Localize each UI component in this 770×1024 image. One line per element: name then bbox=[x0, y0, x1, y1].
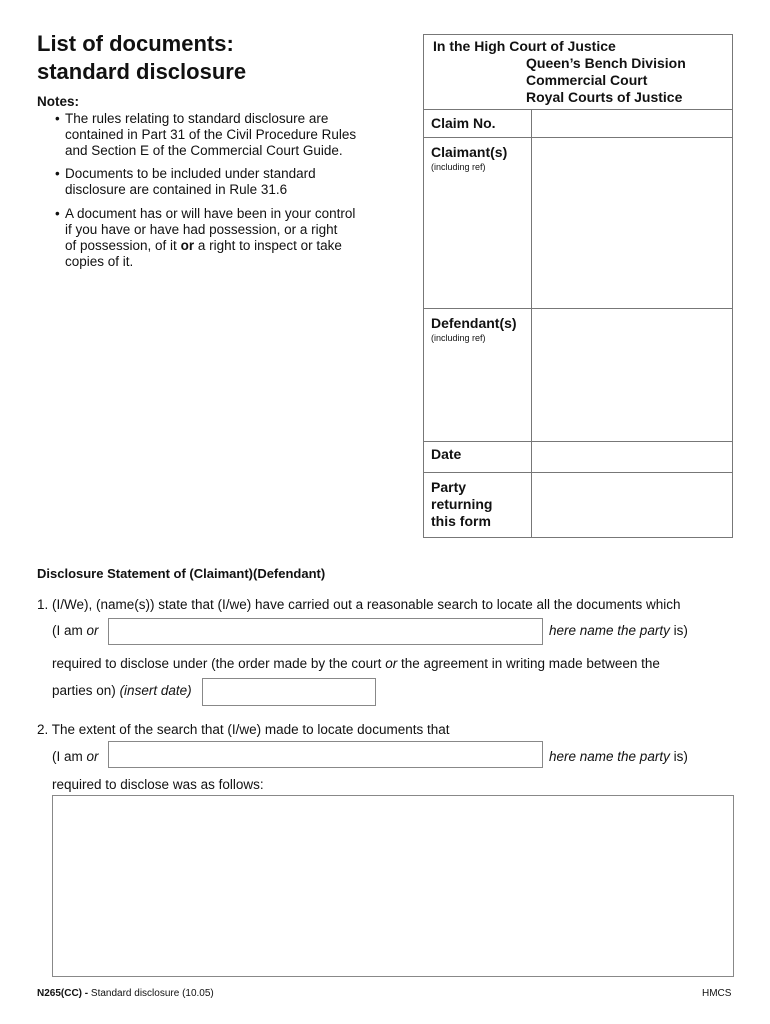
claim-no-label: Claim No. bbox=[431, 115, 496, 131]
claimants-label: Claimant(s) bbox=[431, 144, 508, 160]
claimants-sublabel: (including ref) bbox=[431, 162, 486, 172]
page-title bbox=[37, 30, 246, 86]
i-am-or-label-1: (I am or bbox=[52, 623, 99, 638]
title-line-2: standard disclosure bbox=[37, 59, 247, 84]
title-line-1: List of documents: bbox=[37, 31, 234, 56]
bullet: • bbox=[55, 166, 60, 181]
party-name-input-2[interactable] bbox=[108, 741, 543, 768]
statement-heading: Disclosure Statement of (Claimant)(Defendant) bbox=[37, 566, 326, 581]
party-name-input-1[interactable] bbox=[108, 618, 543, 645]
bullet: • bbox=[55, 111, 60, 126]
court-info-table bbox=[423, 34, 733, 538]
date-label: Date bbox=[431, 446, 462, 462]
defendants-sublabel: (including ref) bbox=[431, 333, 486, 343]
claim-no-field[interactable] bbox=[531, 109, 732, 137]
statement-1-line-4: parties on) (insert date) bbox=[52, 683, 192, 698]
notes-heading: Notes: bbox=[37, 94, 80, 109]
here-name-party-label-1: here name the party is) bbox=[549, 623, 688, 638]
court-division: Queen’s Bench Division bbox=[526, 55, 686, 71]
claimants-row bbox=[424, 138, 732, 309]
i-am-or-label-2: (I am or bbox=[52, 749, 99, 764]
or-emphasis: or bbox=[180, 238, 195, 253]
court-header bbox=[424, 35, 732, 110]
claimants-field[interactable] bbox=[531, 138, 732, 308]
party-returning-field[interactable] bbox=[531, 473, 732, 538]
search-extent-textarea[interactable] bbox=[52, 795, 734, 977]
claim-no-row bbox=[424, 109, 732, 138]
footer-org: HMCS bbox=[702, 988, 732, 999]
footer-form-id: N265(CC) - Standard disclosure (10.05) bbox=[37, 988, 214, 999]
date-field[interactable] bbox=[531, 442, 732, 472]
statement-1-line-3: required to disclose under (the order made by the court or the agreement in writing made between the bbox=[52, 656, 660, 671]
date-row bbox=[424, 442, 732, 473]
statement-1-text: 1. (I/We), (name(s)) state that (I/we) have carried out a reasonable search to locate all the documents which bbox=[37, 597, 681, 612]
note-item-2: • Documents to be included under standard disclosure are contained in Rule 31.6 bbox=[55, 166, 316, 197]
court-subdivision: Commercial Court bbox=[526, 72, 648, 88]
note-item-3: • A document has or will have been in your control if you have or have had possession, or a right of possession, of it or a right to inspect or take copies of it. bbox=[55, 206, 356, 269]
insert-date-input[interactable] bbox=[202, 678, 376, 706]
defendants-row bbox=[424, 309, 732, 442]
bullet: • bbox=[55, 206, 60, 221]
party-returning-label: Party returning this form bbox=[431, 479, 493, 529]
defendants-field[interactable] bbox=[531, 309, 732, 441]
note-item-1: • The rules relating to standard disclosure are contained in Part 31 of the Civil Procedure Rules and Section E of the Commercial Court Guide. bbox=[55, 111, 357, 158]
here-name-party-label-2: here name the party is) bbox=[549, 749, 688, 764]
court-location: Royal Courts of Justice bbox=[526, 89, 683, 105]
defendants-label: Defendant(s) bbox=[431, 315, 517, 331]
party-returning-row bbox=[424, 473, 732, 538]
court-name: In the High Court of Justice bbox=[433, 38, 616, 54]
statement-2-line-3: required to disclose was as follows: bbox=[52, 777, 264, 792]
statement-2-text: 2. The extent of the search that (I/we) made to locate documents that bbox=[37, 722, 450, 737]
